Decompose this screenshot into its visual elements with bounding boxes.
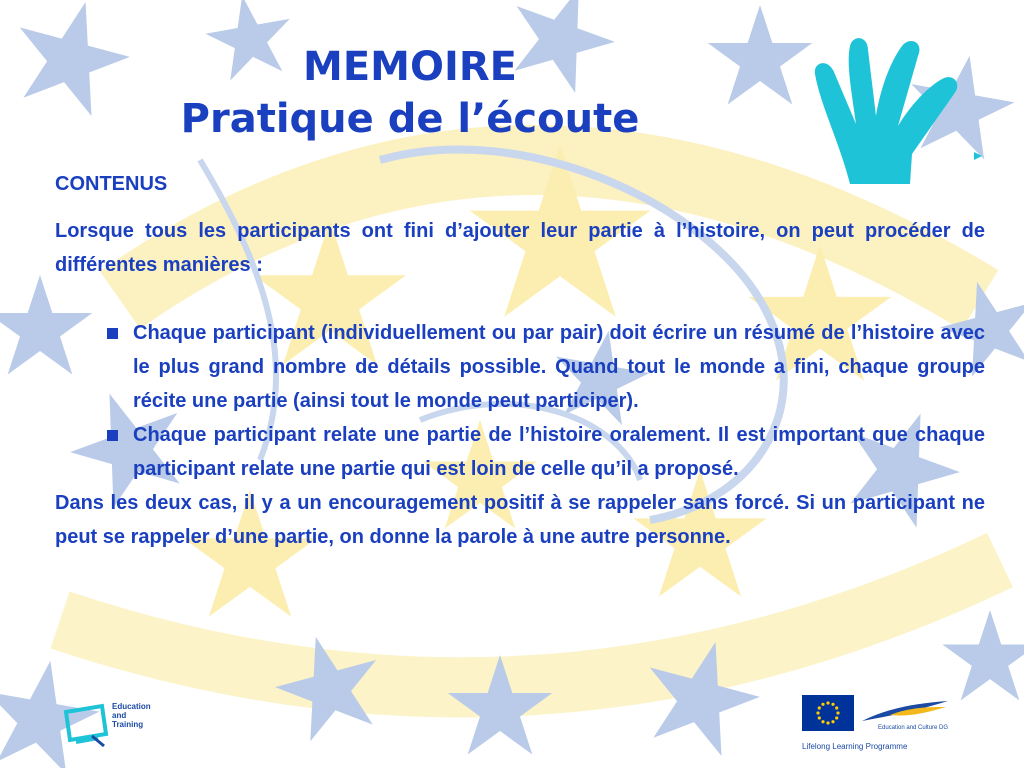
edu-logo-line: and: [112, 711, 127, 720]
slide-content: [55, 172, 985, 554]
square-bullet-icon: [107, 430, 118, 441]
page-subtitle: Pratique de l’écoute: [180, 96, 640, 142]
education-training-logo: [62, 698, 172, 750]
square-bullet-icon: [107, 328, 118, 339]
hand-logo-icon: [810, 34, 990, 184]
bullet-item: [105, 316, 985, 418]
eu-flag-icon: [802, 695, 854, 731]
section-heading: CONTENUS: [55, 173, 168, 195]
eu-dg-label: Education and Culture DG: [878, 725, 949, 731]
bullet-text: Chaque participant (individuellement ou par pair) doit écrire un résumé de l’histoire avec le plus grand nombre de détails possible. Quand tout le monde a fini, chaque groupe récite une partie (ainsi tout le monde peut participer).: [133, 322, 985, 412]
intro-paragraph: Lorsque tous les participants ont fini d’ajouter leur partie à l’histoire, on peut procéder de différentes manières :: [55, 220, 985, 276]
page-title: MEMOIRE: [303, 44, 517, 90]
eu-programme-logo: [802, 695, 962, 757]
conclusion-paragraph: Dans les deux cas, il y a un encouragement positif à se rappeler sans forcé. Si un participant ne peut se rappeler d’une partie, on donne la parole à une autre personne.: [55, 492, 985, 548]
eu-programme-label: Lifelong Learning Programme: [802, 742, 908, 751]
edu-logo-line: Education: [112, 702, 151, 711]
swoosh-icon: [860, 697, 950, 727]
bullet-list: [55, 316, 985, 486]
computer-screen-icon: [62, 698, 112, 748]
bullet-item: [105, 418, 985, 486]
edu-logo-line: Training: [112, 720, 144, 729]
bullet-text: Chaque participant relate une partie de l’histoire oralement. Il est important que chaque participant relate une partie qui est loin de celle qu’il a proposé.: [133, 424, 985, 480]
